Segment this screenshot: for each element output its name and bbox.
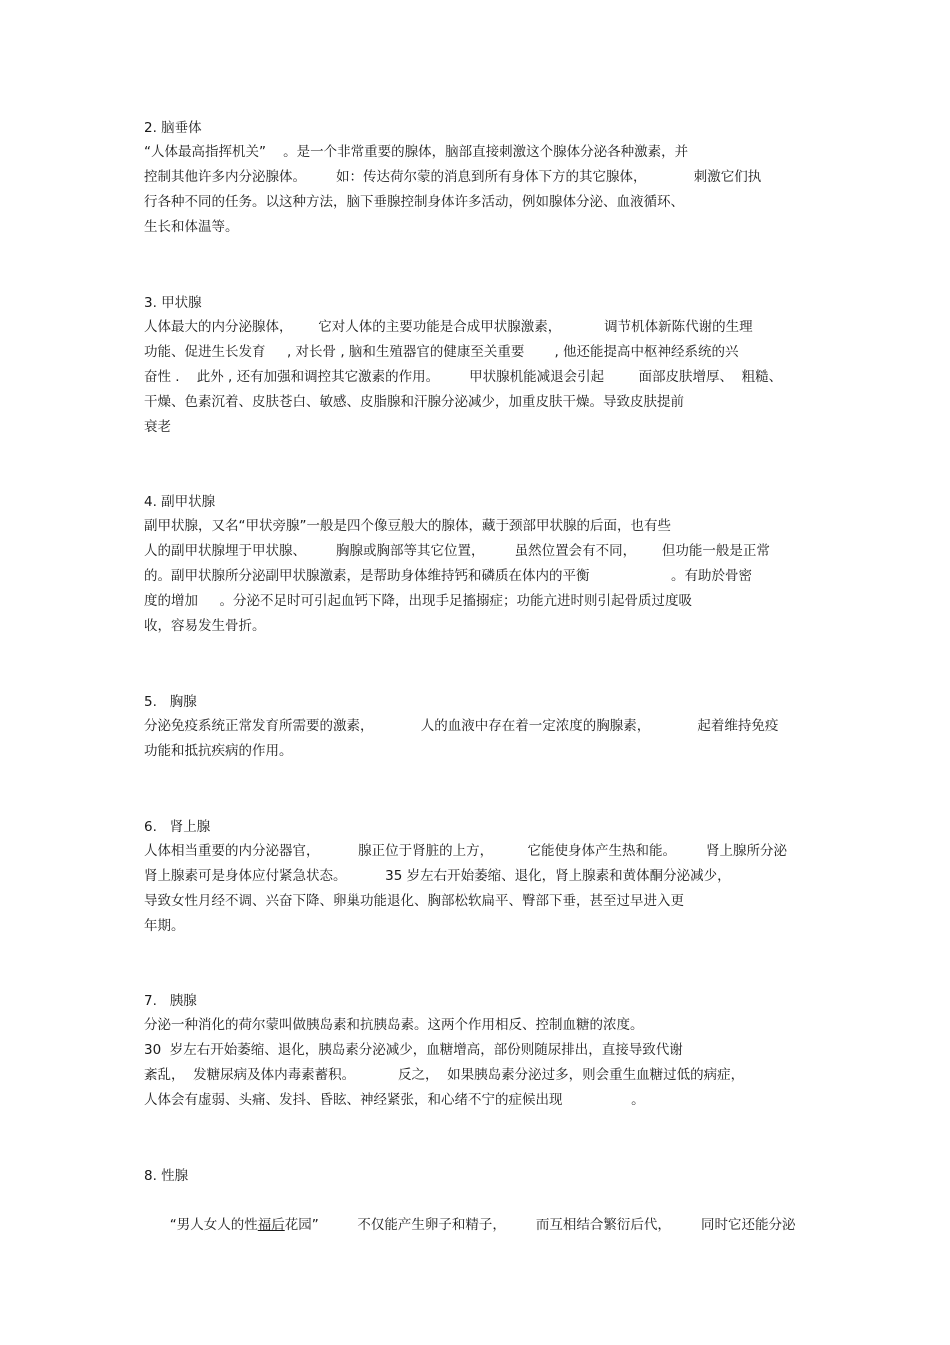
paragraph-line: 人体最大的内分泌腺体， 它对人体的主要功能是合成甲状腺激素， 调节机体新陈代谢的生理	[144, 319, 753, 335]
paragraph-line: 副甲状腺，又名“甲状旁腺”一般是四个像豆般大的腺体，藏于颈部甲状腺的后面，也有些	[144, 518, 671, 534]
section-heading: 5. 胸腺	[144, 694, 197, 710]
paragraph-line: 奋性 . 此外 , 还有加强和调控其它激素的作用。 甲状腺机能减退会引起 面部皮肤增厚、 粗糙、	[144, 369, 783, 385]
section-heading: 3. 甲状腺	[144, 295, 202, 311]
section-pancreas	[144, 993, 824, 1113]
section-heading: 4. 副甲状腺	[144, 494, 216, 510]
section-parathyroid	[144, 494, 824, 639]
paragraph-line: 紊乱， 发糖尿病及体内毒素蓄积。 反之， 如果胰岛素分泌过多，则会重生血糖过低的病症，	[144, 1067, 745, 1083]
paragraph-line: 人的副甲状腺埋于甲状腺、 胸腺或胸部等其它位置， 虽然位置会有不同， 但功能一般是正常	[144, 543, 770, 559]
paragraph-line: 度的增加 。分泌不足时可引起血钙下降，出现手足搐搦症；功能亢进时则引起骨质过度吸	[144, 593, 692, 609]
text-run: “男人女人的性	[169, 1217, 258, 1233]
section-adrenal	[144, 819, 824, 939]
paragraph-line: 收，容易发生骨折。	[144, 618, 266, 634]
paragraph-line	[144, 1188, 824, 1233]
paragraph-line: 的。副甲状腺所分泌副甲状腺激素，是帮助身体维持钙和磷质在体内的平衡 。有助於骨密	[144, 568, 753, 584]
paragraph-line: 行各种不同的任务。以这种方法，脑下垂腺控制身体许多活动，例如腺体分泌、血液循环、	[144, 194, 684, 210]
paragraph-line: 生长和体温等。	[144, 219, 239, 235]
paragraph-line: 分泌免疫系统正常发育所需要的激素， 人的血液中存在着一定浓度的胸腺素， 起着维持免疫	[144, 718, 779, 734]
section-heading: 8. 性腺	[144, 1168, 189, 1184]
paragraph-line: 衰老	[144, 419, 171, 435]
paragraph-line: 干燥、色素沉着、皮肤苍白、敏感、皮脂腺和汗腺分泌减少，加重皮肤干燥。导致皮肤提前	[144, 394, 684, 410]
text-run: 花园” 不仅能产生卵子和精子， 而互相结合繁衍后代， 同时它还能分泌	[284, 1217, 796, 1233]
paragraph-line: 人体会有虚弱、头痛、发抖、昏眩、神经紧张，和心绪不宁的症候出现 。	[144, 1092, 645, 1108]
section-heading: 2. 脑垂体	[144, 120, 202, 136]
section-gonads	[144, 1168, 824, 1233]
section-pituitary	[144, 120, 824, 240]
paragraph-line: “人体最高指挥机关” 。是一个非常重要的腺体，脑部直接刺激这个腺体分泌各种激素，并	[144, 144, 689, 160]
paragraph-line: 功能和抵抗疾病的作用。	[144, 743, 293, 759]
paragraph-line: 30 岁左右开始萎缩、退化，胰岛素分泌减少，血糖增高，部份则随尿排出，直接导致代谢	[144, 1042, 683, 1058]
paragraph-line: 功能、促进生长发育 , 对长骨 , 脑和生殖器官的健康至关重要 , 他还能提高中枢神经系统的兴	[144, 344, 739, 360]
paragraph-line: 导致女性月经不调、兴奋下降、卵巢功能退化、胸部松软扁平、臀部下垂，甚至过早进入更	[144, 893, 684, 909]
section-heading: 7. 胰腺	[144, 993, 197, 1009]
section-heading: 6. 肾上腺	[144, 819, 211, 835]
paragraph-line: 肾上腺素可是身体应付紧急状态。 35 岁左右开始萎缩、退化，肾上腺素和黄体酮分泌减少，	[144, 868, 731, 884]
paragraph-line: 人体相当重要的内分泌器官， 腺正位于肾脏的上方， 它能使身体产生热和能。 肾上腺所分泌	[144, 843, 787, 859]
section-thyroid	[144, 295, 824, 440]
paragraph-line: 控制其他许多内分泌腺体。 如：传达荷尔蒙的消息到所有身体下方的其它腺体， 刺激它们执	[144, 169, 762, 185]
section-thymus	[144, 694, 824, 764]
underlined-text: 福后	[257, 1217, 285, 1233]
paragraph-line: 分泌一种消化的荷尔蒙叫做胰岛素和抗胰岛素。这两个作用相反、控制血糖的浓度。	[144, 1017, 644, 1033]
paragraph-line: 年期。	[144, 918, 185, 934]
